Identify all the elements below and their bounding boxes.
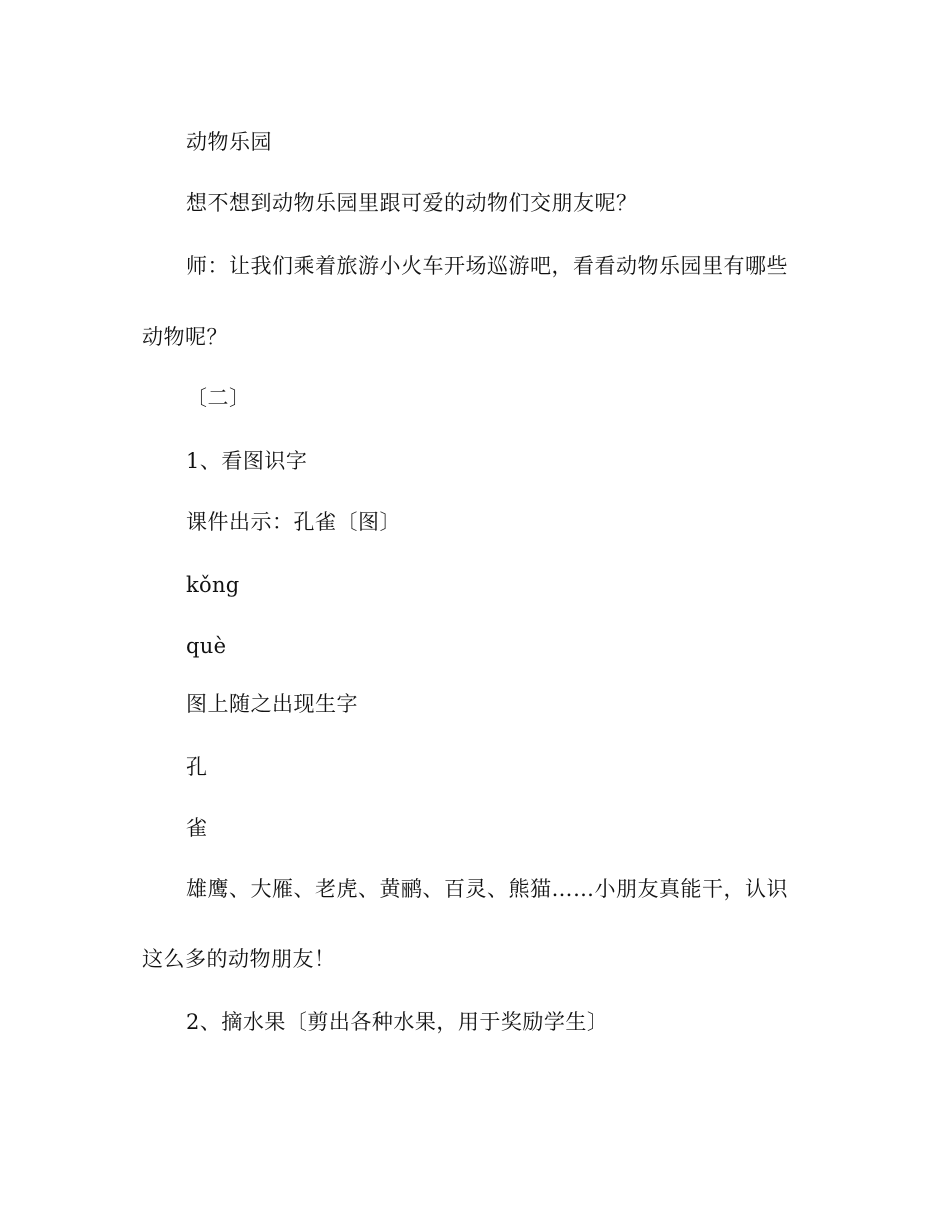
pinyin-text: kǒng (186, 573, 240, 597)
paragraph: 课件出示：孔雀〔图〕 (186, 510, 401, 534)
paragraph: 想不想到动物乐园里跟可爱的动物们交朋友呢？ (186, 191, 638, 215)
section-heading: 〔二〕 (186, 386, 251, 410)
character-text: 孔 (186, 755, 208, 779)
section-title: 动物乐园 (186, 130, 272, 154)
paragraph: 师：让我们乘着旅游小火车开场巡游吧，看看动物乐园里有哪些 (186, 254, 788, 278)
character-text: 雀 (186, 816, 208, 840)
pinyin-text: què (186, 634, 227, 658)
paragraph-continuation: 动物呢？ (142, 325, 228, 349)
paragraph: 雄鹰、大雁、老虎、黄鹂、百灵、熊猫……小朋友真能干，认识 (186, 877, 788, 901)
subheading: 2、摘水果〔剪出各种水果，用于奖励学生〕 (186, 1010, 609, 1034)
paragraph: 图上随之出现生字 (186, 692, 358, 716)
subheading: 1、看图识字 (186, 449, 308, 473)
paragraph-continuation: 这么多的动物朋友！ (142, 947, 336, 971)
